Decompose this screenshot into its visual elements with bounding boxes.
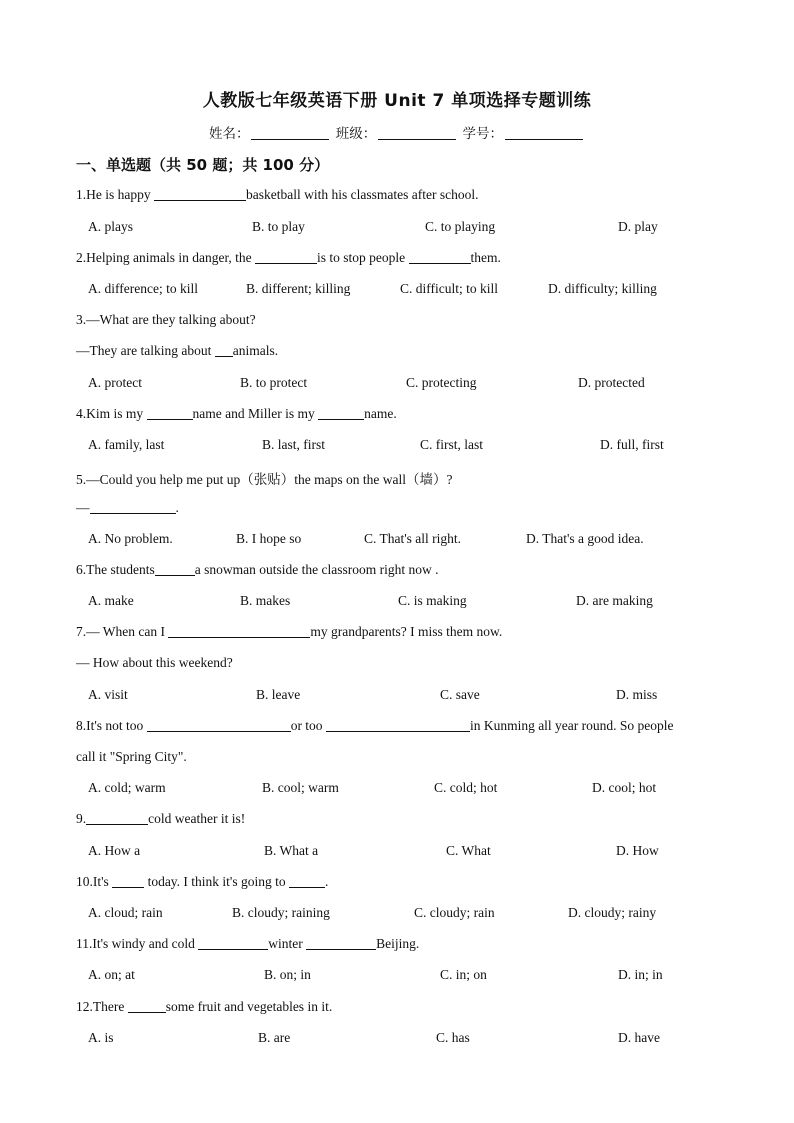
option-a[interactable]: A. plays <box>88 219 133 234</box>
option-b[interactable]: B. different; killing <box>246 281 351 296</box>
option-d[interactable]: D. How <box>616 843 659 858</box>
option-c[interactable]: C. What <box>446 843 491 858</box>
stem-text: 12.There <box>76 999 128 1014</box>
option-d[interactable]: D. protected <box>578 375 645 390</box>
stem-text: name. <box>364 406 397 421</box>
stem-text: today. I think it's going to <box>144 874 289 889</box>
answer-blank[interactable] <box>147 406 193 420</box>
stem-text: Beijing. <box>376 936 420 951</box>
stem-text: winter <box>268 936 307 951</box>
name-label: 姓名： <box>208 126 250 142</box>
section-heading: 一、单选题（共 50 题；共 100 分） <box>76 156 330 174</box>
question-stem-line2: call it "Spring City". <box>76 749 187 764</box>
stem-text: 10.It's <box>76 874 113 889</box>
answer-blank[interactable] <box>86 811 148 825</box>
option-a[interactable]: A. make <box>88 593 134 608</box>
option-a[interactable]: A. is <box>88 1030 114 1045</box>
option-d[interactable]: D. in; in <box>618 967 663 982</box>
student-info-line <box>0 122 794 142</box>
answer-blank[interactable] <box>147 718 291 732</box>
question-stem <box>76 406 397 422</box>
answer-blank[interactable] <box>318 406 364 420</box>
option-c[interactable]: C. to playing <box>425 219 496 234</box>
question-stem-line2 <box>76 500 179 516</box>
option-a[interactable]: A. No problem. <box>88 531 173 546</box>
stem-text: 7.— When can I <box>76 624 169 639</box>
page-title: 人教版七年级英语下册 Unit 7 单项选择专题训练 <box>202 91 592 111</box>
option-a[interactable]: A. visit <box>88 687 128 702</box>
stem-text: animals. <box>232 343 279 358</box>
question-stem: 3.—What are they talking about? <box>76 312 256 327</box>
question-stem <box>76 936 419 952</box>
stem-text: in Kunming all year round. So people <box>469 718 674 733</box>
option-c[interactable]: C. has <box>436 1030 470 1045</box>
option-b[interactable]: B. leave <box>256 687 301 702</box>
option-b[interactable]: B. I hope so <box>236 531 302 546</box>
question-stem <box>76 187 478 203</box>
option-c[interactable]: C. cold; hot <box>434 780 498 795</box>
stem-text: 6.The students <box>76 562 155 577</box>
option-a[interactable]: A. protect <box>88 375 142 390</box>
answer-blank[interactable] <box>155 562 195 576</box>
answer-blank[interactable] <box>306 936 376 950</box>
question-stem: 5.—Could you help me put up（张贴）the maps on the wall（墙）? <box>76 472 453 487</box>
answer-blank[interactable] <box>90 500 176 514</box>
stem-text: a snowman outside the classroom right now . <box>194 562 439 577</box>
option-c[interactable]: C. is making <box>398 593 467 608</box>
option-d[interactable]: D. cloudy; rainy <box>568 905 657 920</box>
question-stem <box>76 718 674 734</box>
option-d[interactable]: D. difficulty; killing <box>548 281 657 296</box>
answer-blank[interactable] <box>198 936 268 950</box>
stem-text: 11.It's windy and cold <box>76 936 199 951</box>
question-stem-line2 <box>76 343 278 359</box>
answer-blank[interactable] <box>128 999 166 1013</box>
stem-text: some fruit and vegetables in it. <box>165 999 333 1014</box>
option-b[interactable]: B. on; in <box>264 967 311 982</box>
stem-text: . <box>325 874 329 889</box>
answer-blank[interactable] <box>326 718 470 732</box>
stem-text: 2.Helping animals in danger, the <box>76 250 256 265</box>
option-a[interactable]: A. How a <box>88 843 141 858</box>
option-a[interactable]: A. cold; warm <box>88 780 166 795</box>
option-a[interactable]: A. difference; to kill <box>88 281 198 296</box>
question-stem-line2: — How about this weekend? <box>76 655 233 670</box>
option-c[interactable]: C. That's all right. <box>364 531 462 546</box>
stem-text: 4.Kim is my <box>76 406 147 421</box>
question-stem <box>76 624 502 640</box>
class-label: 班级： <box>335 126 377 142</box>
question-stem <box>76 811 245 827</box>
option-b[interactable]: B. makes <box>240 593 291 608</box>
question-stem <box>76 250 501 266</box>
answer-blank[interactable] <box>154 187 246 201</box>
stem-text: or too <box>290 718 326 733</box>
answer-blank[interactable] <box>255 250 317 264</box>
option-b[interactable]: B. cloudy; raining <box>232 905 330 920</box>
option-c[interactable]: C. difficult; to kill <box>400 281 499 296</box>
option-d[interactable]: D. miss <box>616 687 658 702</box>
option-a[interactable]: A. on; at <box>88 967 135 982</box>
id-blank[interactable] <box>505 125 583 140</box>
option-c[interactable]: C. cloudy; rain <box>414 905 495 920</box>
stem-text: name and Miller is my <box>192 406 319 421</box>
stem-text: — <box>76 500 90 515</box>
option-d[interactable]: D. are making <box>576 593 653 608</box>
answer-blank[interactable] <box>215 343 233 357</box>
option-d[interactable]: D. play <box>618 219 658 234</box>
option-b[interactable]: B. last, first <box>262 437 325 452</box>
option-b[interactable]: B. to protect <box>240 375 308 390</box>
option-d[interactable]: D. cool; hot <box>592 780 657 795</box>
stem-text: . <box>175 500 179 515</box>
option-b[interactable]: B. are <box>258 1030 291 1045</box>
answer-blank[interactable] <box>112 874 144 888</box>
option-c[interactable]: C. protecting <box>406 375 477 390</box>
stem-text: 8.It's not too <box>76 718 147 733</box>
stem-text: is to stop people <box>317 250 409 265</box>
option-d[interactable]: D. have <box>618 1030 660 1045</box>
option-b[interactable]: B. What a <box>264 843 319 858</box>
option-a[interactable]: A. cloud; rain <box>88 905 163 920</box>
stem-text: them. <box>470 250 501 265</box>
name-blank[interactable] <box>251 125 329 140</box>
stem-text: 1.He is happy <box>76 187 154 202</box>
option-b[interactable]: B. cool; warm <box>262 780 339 795</box>
stem-text: —They are talking about <box>76 343 215 358</box>
option-c[interactable]: C. first, last <box>420 437 483 452</box>
option-b[interactable]: B. to play <box>252 219 305 234</box>
stem-text: cold weather it is! <box>148 811 246 826</box>
answer-blank[interactable] <box>409 250 471 264</box>
stem-text: 9. <box>76 811 87 826</box>
option-d[interactable]: D. full, first <box>600 437 664 452</box>
answer-blank[interactable] <box>289 874 325 888</box>
stem-text: my grandparents? I miss them now. <box>310 624 503 639</box>
id-label: 学号： <box>462 126 504 142</box>
option-c[interactable]: C. save <box>440 687 480 702</box>
class-blank[interactable] <box>378 125 456 140</box>
question-stem <box>76 999 332 1015</box>
question-stem <box>76 562 438 578</box>
option-a[interactable]: A. family, last <box>88 437 165 452</box>
answer-blank[interactable] <box>168 624 310 638</box>
option-d[interactable]: D. That's a good idea. <box>526 531 644 546</box>
stem-text: basketball with his classmates after school. <box>246 187 479 202</box>
question-stem <box>76 874 328 890</box>
option-c[interactable]: C. in; on <box>440 967 487 982</box>
